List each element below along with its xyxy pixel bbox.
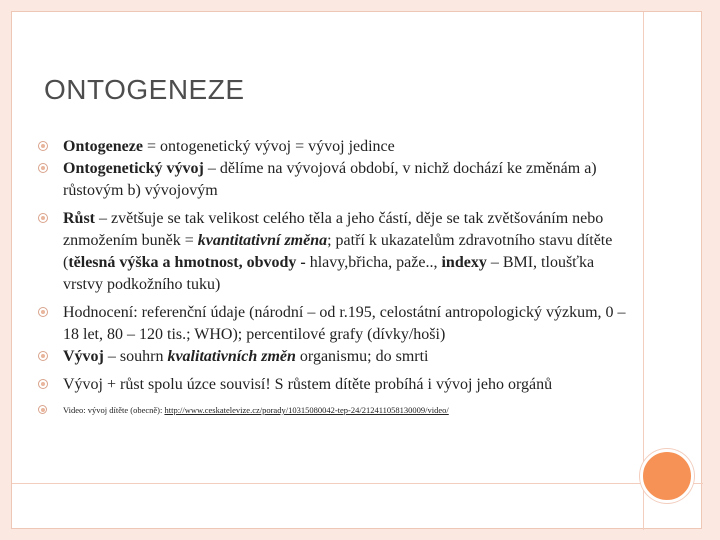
video-label: Video: vývoj dítěte (obecně): — [63, 405, 165, 415]
bullet-icon — [38, 405, 47, 414]
term-indexy: indexy — [441, 254, 487, 271]
bullet-item-hodnoceni — [34, 302, 634, 346]
bullet-text: organismu; do smrti — [295, 348, 429, 365]
slide-title: ONTOGENEZE — [44, 74, 245, 105]
bullet-item-vyvoj — [34, 346, 634, 368]
bullet-item-vyvoj-rust — [34, 374, 634, 396]
bullet-icon — [38, 351, 48, 361]
term-kvantitativni-zmena: kvantitativní změna — [197, 232, 328, 249]
term-ontogeneticky-vyvoj: Ontogenetický vývoj — [63, 160, 204, 177]
bullet-text: Vývoj + růst spolu úzce souvisí! S růstem dítěte probíhá i vývoj jeho orgánů — [63, 376, 553, 393]
term-kvalitativni-zmeny: kvalitativních změn — [167, 348, 296, 365]
bullet-text: hlavy,břicha, paže.., — [305, 254, 442, 271]
bullet-item-ontogeneze — [34, 136, 634, 158]
bullet-item-ontogeneticky-vyvoj — [34, 158, 634, 202]
term-ontogeneze: Ontogeneze — [63, 138, 143, 155]
bullet-icon — [38, 141, 48, 151]
bullet-text: ; patří k ukazatelům zdravotního stavu dítěte ( — [63, 232, 613, 271]
bullet-text: Hodnocení: referenční údaje (národní – od r.195, celostátní antropologický výzkum, 0 – 18 let, 80 – 120 tis.; WHO); percentilové grafy (dívky/hoši) — [63, 304, 626, 343]
bullet-text: – souhrn — [103, 348, 168, 365]
bullet-icon — [38, 163, 48, 173]
bullet-list — [34, 136, 634, 422]
bullet-icon — [38, 307, 48, 317]
decor-horizontal-line — [12, 483, 703, 484]
decor-orange-circle — [640, 449, 694, 503]
bullet-icon — [38, 213, 48, 223]
bullet-icon — [38, 379, 48, 389]
slide — [11, 11, 702, 529]
decor-vertical-line — [643, 12, 644, 530]
bullet-item-video — [34, 404, 634, 416]
bullet-text: – zvětšuje se tak velikost celého těla a jeho částí, děje se tak zvětšováním nebo znmožením buněk = — [63, 210, 604, 249]
bullet-item-rust — [34, 208, 634, 296]
video-link[interactable]: http://www.ceskatelevize.cz/porady/10315080042-tep-24/212411058130009/video/ — [164, 405, 449, 415]
bullet-text: = ontogenetický vývoj = vývoj jedince — [142, 138, 395, 155]
bullet-text: – dělíme na vývojová období, v nichž dochází ke změnám a) růstovým b) vývojovým — [63, 160, 597, 199]
term-telesna-vyska: tělesná výška a hmotnost, obvody - — [68, 254, 306, 271]
bullet-text: – BMI, tloušťka vrstvy podkožního tuku) — [63, 254, 595, 293]
term-vyvoj: Vývoj — [63, 348, 104, 365]
term-rust: Růst — [63, 210, 96, 227]
